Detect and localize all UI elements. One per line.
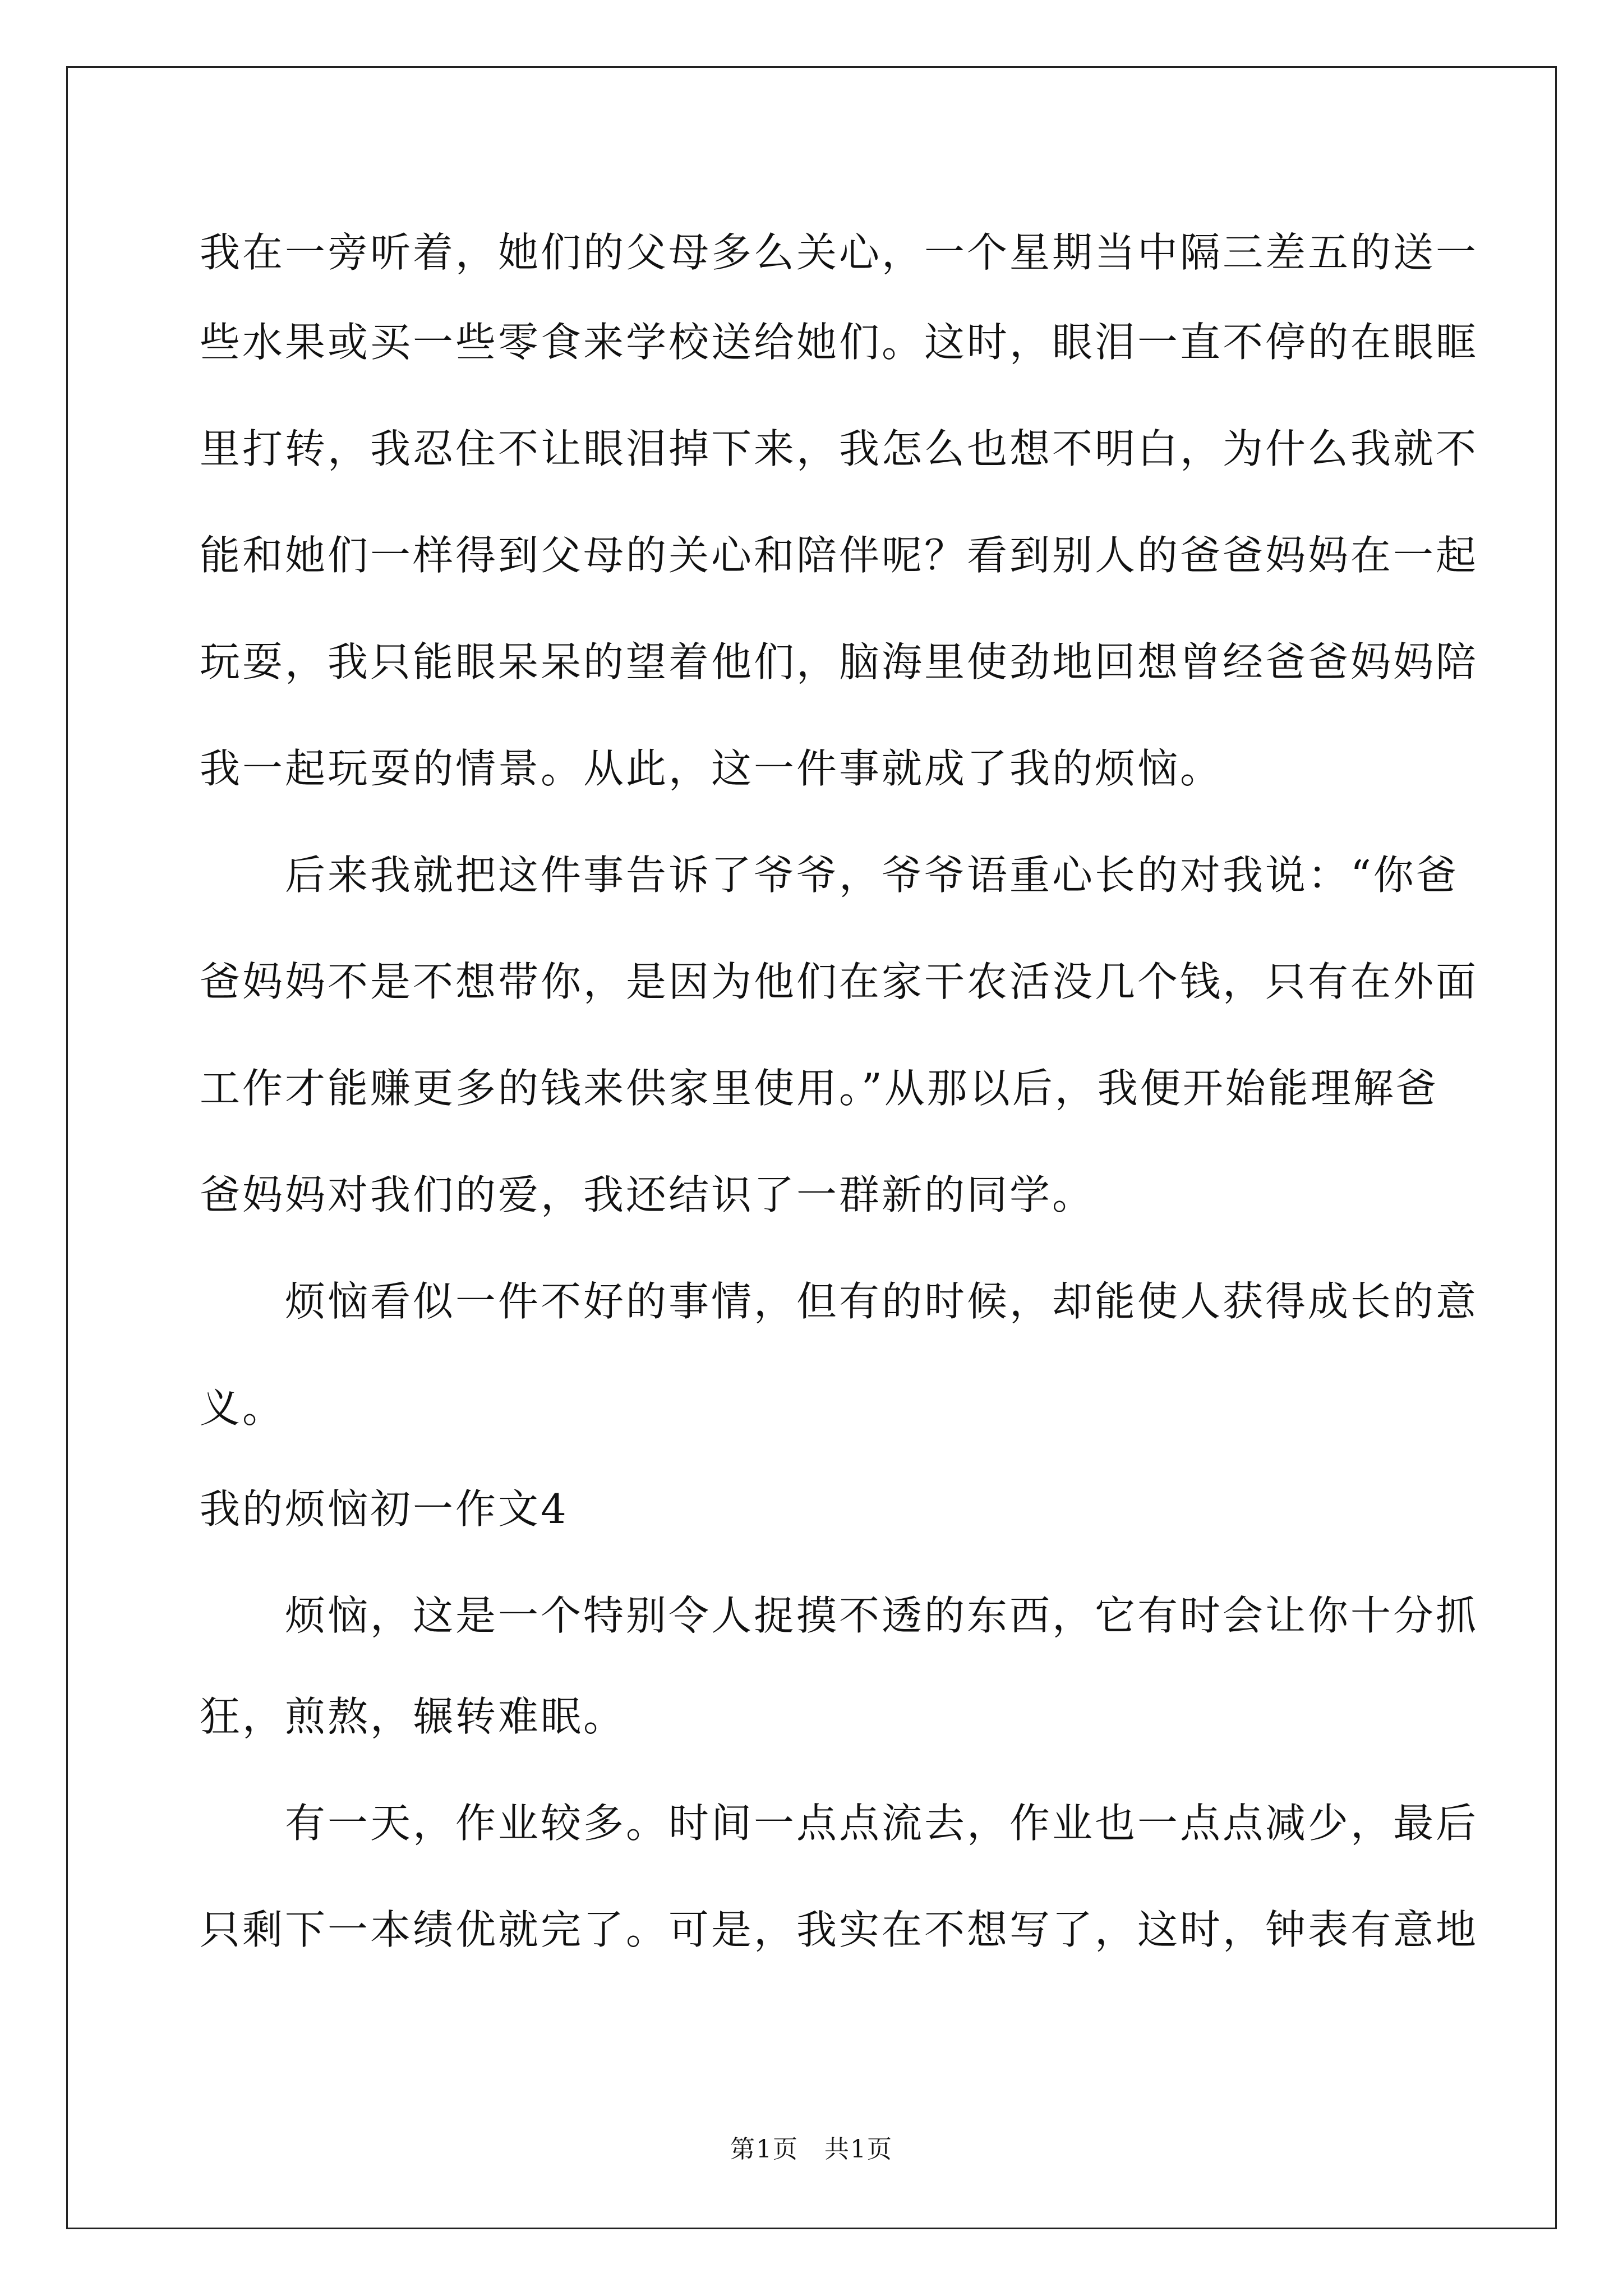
body-line-5: 玩耍，我只能眼呆呆的望着他们，脑海里使劲地回想曾经爸爸妈妈陪 xyxy=(200,638,1479,685)
body-line-15: 狂，煎熬，辗转难眠。 xyxy=(200,1693,626,1740)
section-heading: 我的烦恼初一作文4 xyxy=(200,1485,569,1533)
body-line-9: 工作才能赚更多的钱来供家里使用。”从那以后，我便开始能理解爸 xyxy=(200,1065,1438,1112)
body-line-2: 些水果或买一些零食来学校送给她们。这时，眼泪一直不停的在眼眶 xyxy=(200,319,1479,366)
body-line-10: 爸妈妈对我们的爱，我还结识了一群新的同学。 xyxy=(200,1171,1095,1218)
page-border xyxy=(66,66,1557,2229)
body-line-8: 爸妈妈不是不想带你，是因为他们在家干农活没几个钱，只有在外面 xyxy=(200,958,1479,1005)
body-line-4: 能和她们一样得到父母的关心和陪伴呢？看到别人的爸爸妈妈在一起 xyxy=(200,532,1479,579)
body-line-14: 烦恼，这是一个特别令人捉摸不透的东西，它有时会让你十分抓 xyxy=(200,1592,1479,1639)
body-line-6: 我一起玩耍的情景。从此，这一件事就成了我的烦恼。 xyxy=(200,745,1223,792)
body-line-16: 有一天，作业较多。时间一点点流去，作业也一点点减少，最后 xyxy=(200,1800,1479,1847)
body-line-1: 我在一旁听着，她们的父母多么关心，一个星期当中隔三差五的送一 xyxy=(200,229,1479,276)
body-line-7: 后来我就把这件事告诉了爷爷，爷爷语重心长的对我说：“你爸 xyxy=(200,852,1459,899)
body-line-11: 烦恼看似一件不好的事情，但有的时候，却能使人获得成长的意 xyxy=(200,1278,1479,1325)
body-line-17: 只剩下一本绩优就完了。可是，我实在不想写了，这时，钟表有意地 xyxy=(200,1906,1479,1953)
body-line-12: 义。 xyxy=(200,1384,285,1432)
page-footer: 第1页 共1页 xyxy=(730,2135,893,2164)
body-line-3: 里打转，我忍住不让眼泪掉下来，我怎么也想不明白，为什么我就不 xyxy=(200,425,1479,472)
